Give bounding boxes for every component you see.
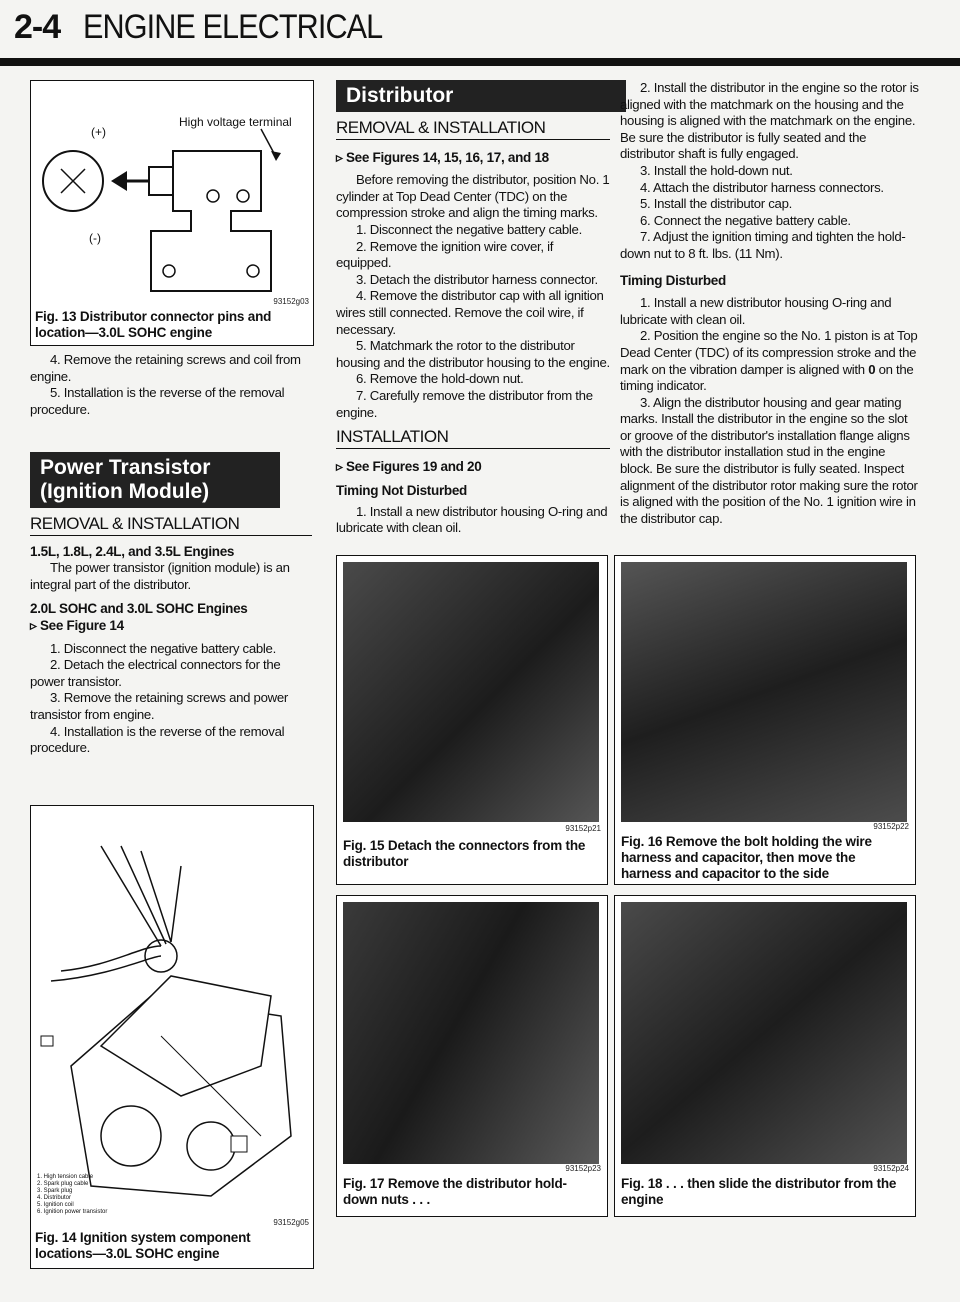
page-header: [14, 8, 415, 47]
see-figures-19-20: ▹ See Figures 19 and 20: [336, 458, 482, 474]
figure-code: 93152p24: [873, 1164, 909, 1173]
coil-step-4: 4. Remove the retaining screws and coil from engine.: [30, 352, 301, 384]
disturbed-step-1: 1. Install a new distributor housing O-ring and lubricate with clean oil.: [620, 295, 892, 327]
distributor-step-6: 6. Remove the hold-down nut.: [356, 371, 524, 387]
figure-caption: Fig. 16 Remove the bolt holding the wire harness and capacitor, then move the harness and capacitor to the side: [621, 834, 872, 881]
distributor-step-5: 5. Matchmark the rotor to the distributor housing and the distributor housing to the engine.: [336, 338, 610, 370]
install-step-3: 3. Install the hold-down nut.: [640, 162, 793, 178]
transistor-step-2: 2. Detach the electrical connectors for the power transistor.: [30, 657, 281, 689]
distributor-step-3: 3. Detach the distributor harness connector.: [356, 271, 598, 287]
legend-item: 4. Distributor: [37, 1195, 72, 1201]
install-step-2: 2. Install the distributor in the engine so the rotor is aligned with the matchmark on the housing and the housing is aligned with the matchmark on the engine. Be sure the distributor is fully seated and the distributor shaft is fully engaged.: [620, 80, 919, 162]
removal-heading: REMOVAL & INSTALLATION: [30, 516, 312, 536]
engines-subheading-1: 1.5L, 1.8L, 2.4L, and 3.5L Engines: [30, 543, 235, 559]
removal-heading: REMOVAL & INSTALLATION: [336, 120, 610, 140]
install-step-7: 7. Adjust the ignition timing and tighten the hold-down nut to 8 ft. lbs. (11 Nm).: [620, 229, 906, 261]
disturbed-step-3: 3. Align the distributor housing and gear mating marks. Install the distributor in the engine so the slot or groove of the distributor's installation flange aligns with the distributor installation stud in the engine block. Be sure the distributor is fully seated. Inspect alignment of the distributor rotor making sure the rotor is aligned with the position of the No. 1 ignition wire in the distributor cap.: [620, 394, 918, 526]
coil-step-5: 5. Installation is the reverse of the removal procedure.: [30, 385, 285, 417]
figure-code: 93152p23: [565, 1164, 601, 1173]
figure-14: [30, 805, 314, 1269]
installation-heading: INSTALLATION: [336, 429, 610, 449]
figure-code: 93152p21: [565, 824, 601, 833]
middle-column: [336, 120, 610, 537]
figure-legend: [37, 1174, 107, 1216]
figure-17: [336, 895, 608, 1217]
section-bar-power-transistor: Power Transistor (Ignition Module): [30, 452, 280, 508]
figure-code: 93152g03: [273, 297, 309, 306]
figure-13: [30, 80, 314, 346]
label-minus: (-): [89, 231, 101, 245]
install-step-4: 4. Attach the distributor harness connectors.: [640, 179, 884, 195]
left-column-body: [30, 516, 312, 757]
distributor-intro: Before removing the distributor, position No. 1 cylinder at Top Dead Center (TDC) on the compression stroke and align the timing marks.: [336, 172, 610, 221]
legend-item: 5. Ignition coil: [37, 1202, 74, 1208]
figure-code: 93152g05: [273, 1218, 309, 1227]
figure-caption: Fig. 14 Ignition system component locations—3.0L SOHC engine: [35, 1230, 251, 1261]
timing-disturbed-heading: Timing Disturbed: [620, 272, 726, 288]
see-figure-14: ▹ See Figure 14: [30, 617, 124, 633]
install-step-6: 6. Connect the negative battery cable.: [640, 212, 851, 228]
transistor-step-1: 1. Disconnect the negative battery cable.: [50, 640, 276, 656]
timing-not-disturbed-heading: Timing Not Disturbed: [336, 483, 467, 499]
page-number: 2-4: [14, 8, 61, 46]
install-step-1: 1. Install a new distributor housing O-ring and lubricate with clean oil.: [336, 503, 608, 536]
left-column-top: [30, 352, 312, 418]
figure-16: [614, 555, 916, 885]
figure-code: 93152p22: [873, 822, 909, 831]
coil-diagram: [31, 81, 313, 301]
legend-item: 6. Ignition power transistor: [37, 1209, 108, 1215]
right-column: [620, 80, 920, 527]
install-step-5: 5. Install the distributor cap.: [640, 196, 792, 212]
transistor-step-3: 3. Remove the retaining screws and power transistor from engine.: [30, 690, 288, 722]
label-high-voltage: High voltage terminal: [179, 115, 292, 129]
engines-subheading-2: 2.0L SOHC and 3.0L SOHC Engines: [30, 601, 248, 617]
page-title: ENGINE ELECTRICAL: [82, 8, 382, 46]
see-figures-14-18: ▹ See Figures 14, 15, 16, 17, and 18: [336, 149, 549, 165]
figure-15: [336, 555, 608, 885]
photo-slide-distributor: [621, 902, 907, 1164]
legend-item: 3. Spark plug: [37, 1188, 73, 1194]
figure-18: [614, 895, 916, 1217]
header-rule: [0, 58, 960, 66]
legend-item: 1. High tension cable: [37, 1174, 94, 1180]
photo-distributor-connectors: [343, 562, 599, 822]
transistor-step-4: 4. Installation is the reverse of the removal procedure.: [30, 723, 285, 756]
photo-wire-harness: [621, 562, 907, 822]
engine-diagram: [31, 806, 313, 1216]
figure-caption: Fig. 17 Remove the distributor hold-down nuts . . .: [343, 1176, 567, 1207]
distributor-step-1: 1. Disconnect the negative battery cable.: [356, 221, 582, 237]
distributor-step-2: 2. Remove the ignition wire cover, if equipped.: [336, 238, 554, 271]
section-bar-distributor: Distributor: [336, 80, 626, 112]
label-plus: (+): [91, 125, 106, 139]
photo-hold-down-nuts: [343, 902, 599, 1164]
transistor-note: The power transistor (ignition module) is an integral part of the distributor.: [30, 560, 290, 592]
figure-caption: Fig. 13 Distributor connector pins and location—3.0L SOHC engine: [35, 309, 272, 340]
figure-caption: Fig. 15 Detach the connectors from the distributor: [343, 838, 586, 869]
legend-item: 2. Spark plug cable: [37, 1181, 89, 1187]
figure-caption: Fig. 18 . . . then slide the distributor from the engine: [621, 1176, 897, 1207]
disturbed-step-2: 2. Position the engine so the No. 1 piston is at Top Dead Center (TDC) of its compression stroke and the mark on the vibration damper is aligned with 0 on the timing indicator.: [620, 328, 918, 394]
distributor-step-7: 7. Carefully remove the distributor from the engine.: [336, 387, 593, 420]
distributor-step-4: 4. Remove the distributor cap with all ignition wires still connected. Remove the coil wire, if necessary.: [336, 288, 604, 337]
